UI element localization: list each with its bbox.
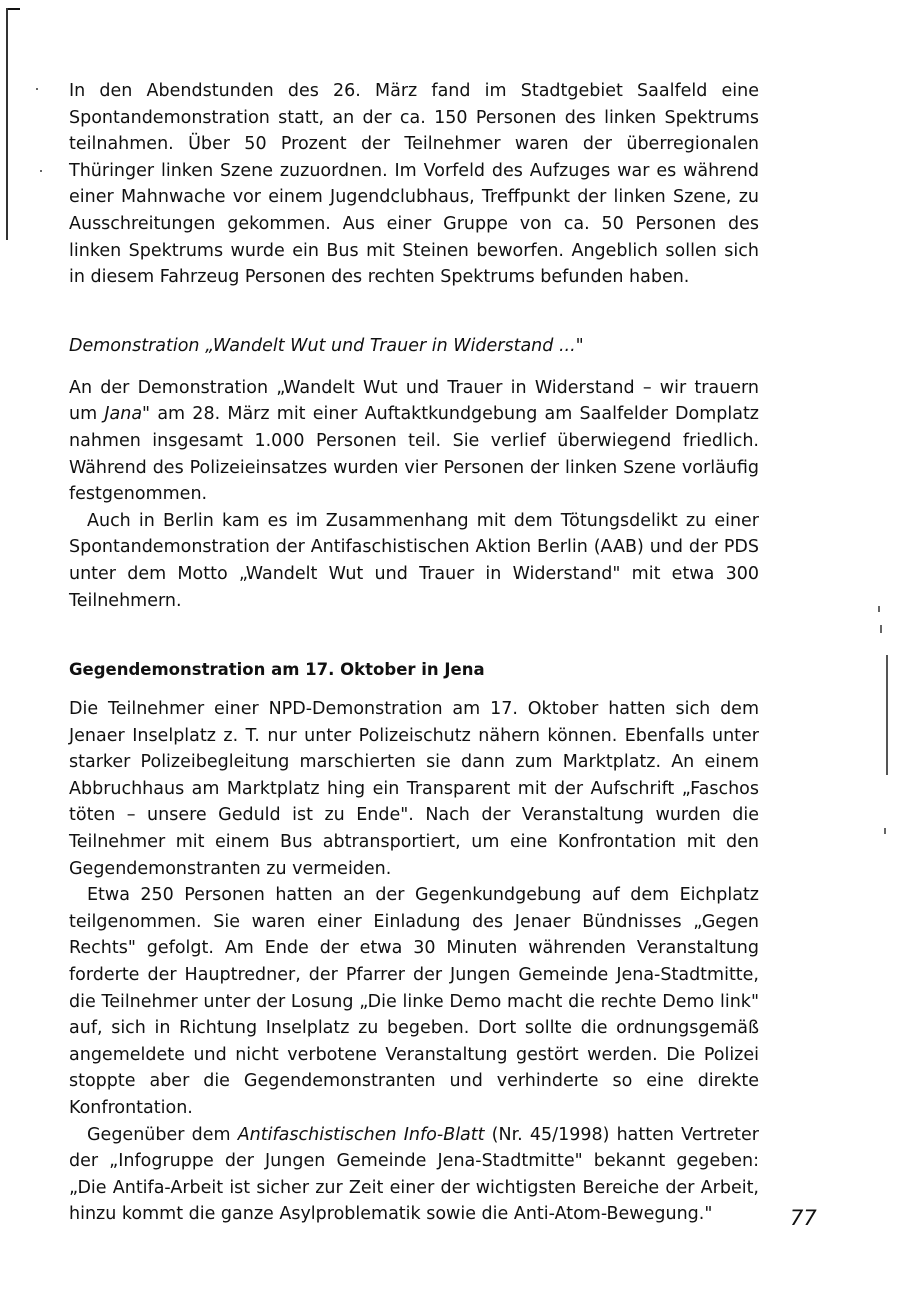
scan-speck xyxy=(878,606,880,612)
page-number: 77 xyxy=(790,1206,817,1230)
scan-speck xyxy=(40,170,42,172)
paragraph-berlin: Auch in Berlin kam es im Zusammenhang mit dem Tötungsdelikt zu einer Spontandemonstration der Antifaschistischen Aktion Berlin (AAB) und der PDS unter dem Motto „Wandelt Wut und Trauer in Widerstand" mit etwa 300 Teilnehmern. xyxy=(69,510,759,611)
paragraph-text-part: (Nr. 45/1998) hatten Vertreter der „Infogruppe der Jungen Gemeinde Jena-Stadtmitte" bekannt gegeben: „Die Antifa-Arbeit ist sicher zur Zeit einer der wichtigsten Bereiche der Arbeit, hinzu kommt die ganze Asylproblematik sowie die Anti-Atom-Bewegung." xyxy=(69,1124,759,1225)
scan-corner-mark xyxy=(6,8,20,10)
scan-speck xyxy=(36,88,38,90)
paragraph-text-part: Gegenüber dem xyxy=(87,1124,238,1145)
scan-speck xyxy=(884,828,886,834)
paragraph-text-part: An der Demonstration „Wandelt Wut und Trauer in Widerstand – wir trauern um xyxy=(69,377,759,425)
paragraph-demonstration-march-28 xyxy=(69,375,759,508)
section-heading-demonstration: Demonstration „Wandelt Wut und Trauer in Widerstand ..." xyxy=(69,335,584,356)
paragraph-gegenkundgebung: Etwa 250 Personen hatten an der Gegenkundgebung auf dem Eichplatz teilgenommen. Sie waren einer Einladung des Jenaer Bündnisses „Gegen Rechts" gefolgt. Am Ende der etwa 30 Minuten währenden Veranstaltung forderte der Hauptredner, der Pfarrer der Jungen Gemeinde Jena-Stadtmitte, die Teilnehmer unter der Losung „Die linke Demo macht die rechte Demo link" auf, sich in Richtung Inselplatz zu begeben. Dort sollte die ordnungsgemäß angemeldete und nicht verbotene Veranstaltung gestört werden. Die Polizei stoppte aber die Gegendemonstranten und verhinderte so eine direkte Konfrontation. xyxy=(69,885,759,1118)
paragraph-text-part: am 28. März mit einer Auftaktkundgebung am Saalfelder Domplatz nahmen insgesamt 1.000 Personen teil. Sie verlief überwiegend friedlich. Während des Polizeieinsatzes wurden vier Personen der linken Szene vorläufig festgenommen. xyxy=(69,404,759,505)
paragraph-saalfeld-march-26: In den Abendstunden des 26. März fand im Stadtgebiet Saalfeld eine Spontandemonstration statt, an der ca. 150 Personen des linken Spektrums teilnahmen. Über 50 Prozent der Teilnehmer waren der überregionalen Thüringer linken Szene zuzuordnen. Im Vorfeld des Aufzuges war es während einer Mahnwache vor einem Jugendclubhaus, Treffpunkt der linken Szene, zu Ausschreitungen gekommen. Aus einer Gruppe von ca. 50 Personen des linken Spektrums wurde ein Bus mit Steinen beworfen. Angeblich sollen sich in diesem Fahrzeug Personen des rechten Spektrums befunden haben. xyxy=(69,81,759,288)
scan-speck xyxy=(880,625,882,633)
italic-text: Jana" xyxy=(104,404,151,425)
italic-text: Antifaschistischen Info-Blatt xyxy=(237,1124,485,1145)
paragraph-info-blatt xyxy=(69,1122,759,1228)
scan-edge-line xyxy=(6,8,8,240)
scan-margin-line xyxy=(886,655,888,775)
paragraph-npd-demonstration: Die Teilnehmer einer NPD-Demonstration am 17. Oktober hatten sich dem Jenaer Inselplatz z. T. nur unter Polizeischutz nähern können. Ebenfalls unter starker Polizeibegleitung marschierten sie dann zum Marktplatz. An einem Abbruchhaus am Marktplatz hing ein Transparent mit der Aufschrift „Faschos töten – unsere Geduld ist zu Ende". Nach der Veranstaltung wurden die Teilnehmer mit einem Bus abtransportiert, um eine Konfrontation mit den Gegendemonstranten zu vermeiden. xyxy=(69,699,759,879)
section-heading-jena: Gegendemonstration am 17. Oktober in Jena xyxy=(69,660,485,680)
document-body xyxy=(69,78,759,1228)
